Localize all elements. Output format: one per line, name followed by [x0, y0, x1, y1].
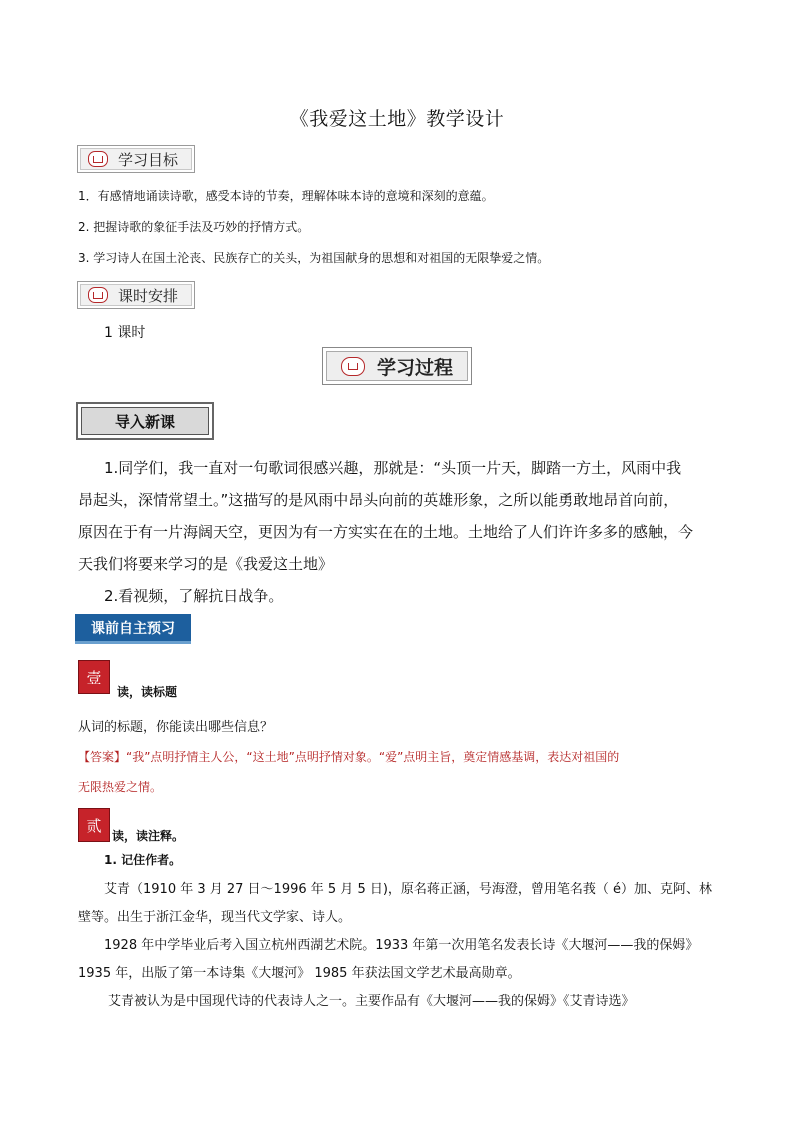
intro-line: 2.看视频，了解抗日战争。 — [104, 587, 284, 605]
intro-line: 1.同学们，我一直对一句歌词很感兴趣，那就是：“头顶一片天，脚踏一方土，风雨中我 — [104, 459, 682, 477]
objective-item-3: 3. 学习诗人在国土沦丧、民族存亡的关头，为祖国献身的思想和对祖国的无限挚爱之情。 — [78, 251, 550, 265]
process-banner — [322, 347, 472, 385]
author-line: 1935 年，出版了第一本诗集《大堰河》 1985 年获法国文学艺术最高勋章。 — [78, 966, 521, 981]
seal-step-2: 贰 — [78, 808, 110, 842]
page-title: 《我爱这土地》教学设计 — [289, 108, 505, 130]
intro-line: 天我们将要来学习的是《我爱这土地》 — [78, 555, 334, 573]
answer-line: 【答案】“我”点明抒情主人公，“这土地”点明抒情对象。“爱”点明主旨，奠定情感基调，表达对祖国的 — [78, 750, 620, 764]
intro-paragraph — [78, 452, 726, 612]
intro-banner: 导入新课 — [76, 402, 214, 440]
objective-item-2: 2. 把握诗歌的象征手法及巧妙的抒情方式。 — [78, 220, 310, 234]
preview-banner: 课前自主预习 — [75, 614, 191, 644]
seal-step-1: 壹 — [78, 660, 110, 694]
answer-line: 无限热爱之情。 — [78, 780, 163, 794]
book-icon — [88, 151, 108, 167]
section-label-text: 课时安排 — [118, 286, 179, 305]
book-icon — [341, 357, 365, 376]
book-icon — [88, 287, 108, 303]
author-line: 艾青（1910 年 3 月 27 日～1996 年 5 月 5 日)，原名蒋正涵，号海澄，曾用笔名莪（ é）加、克阿、林 — [104, 882, 713, 897]
step-2-label: 读，读注释。 — [112, 829, 185, 843]
intro-line: 原因在于有一片海阔天空，更因为有一方实实在在的土地。土地给了人们许许多多的感触，今 — [78, 523, 694, 541]
author-line: 艾青被认为是中国现代诗的代表诗人之一。主要作品有《大堰河——我的保姆》《艾青诗选》 — [108, 994, 635, 1009]
process-banner-text: 学习过程 — [376, 356, 453, 379]
step-1-answer — [78, 742, 728, 802]
section-label-objectives — [77, 145, 195, 173]
section-label-schedule — [77, 281, 195, 309]
author-block — [78, 876, 738, 1016]
section-label-text: 学习目标 — [118, 150, 179, 169]
author-line: 1928 年中学毕业后考入国立杭州西湖艺术院。1933 年第一次用笔名发表长诗《大堰河——我的保姆》 — [104, 938, 699, 953]
author-line: 壁等。出生于浙江金华，现当代文学家、诗人。 — [78, 910, 352, 925]
step-1-label: 读，读标题 — [117, 685, 178, 699]
intro-line: 昂起头，深情常望土。”这描写的是风雨中昂头向前的英雄形象，之所以能勇敢地昂首向前， — [78, 491, 679, 509]
step-1-question: 从词的标题，你能读出哪些信息？ — [78, 720, 274, 735]
objective-item-1: 1．有感情地诵读诗歌，感受本诗的节奏，理解体味本诗的意境和深刻的意蕴。 — [78, 189, 494, 203]
step-2-sub: 1. 记住作者。 — [104, 853, 182, 867]
schedule-value: 1 课时 — [104, 325, 146, 341]
